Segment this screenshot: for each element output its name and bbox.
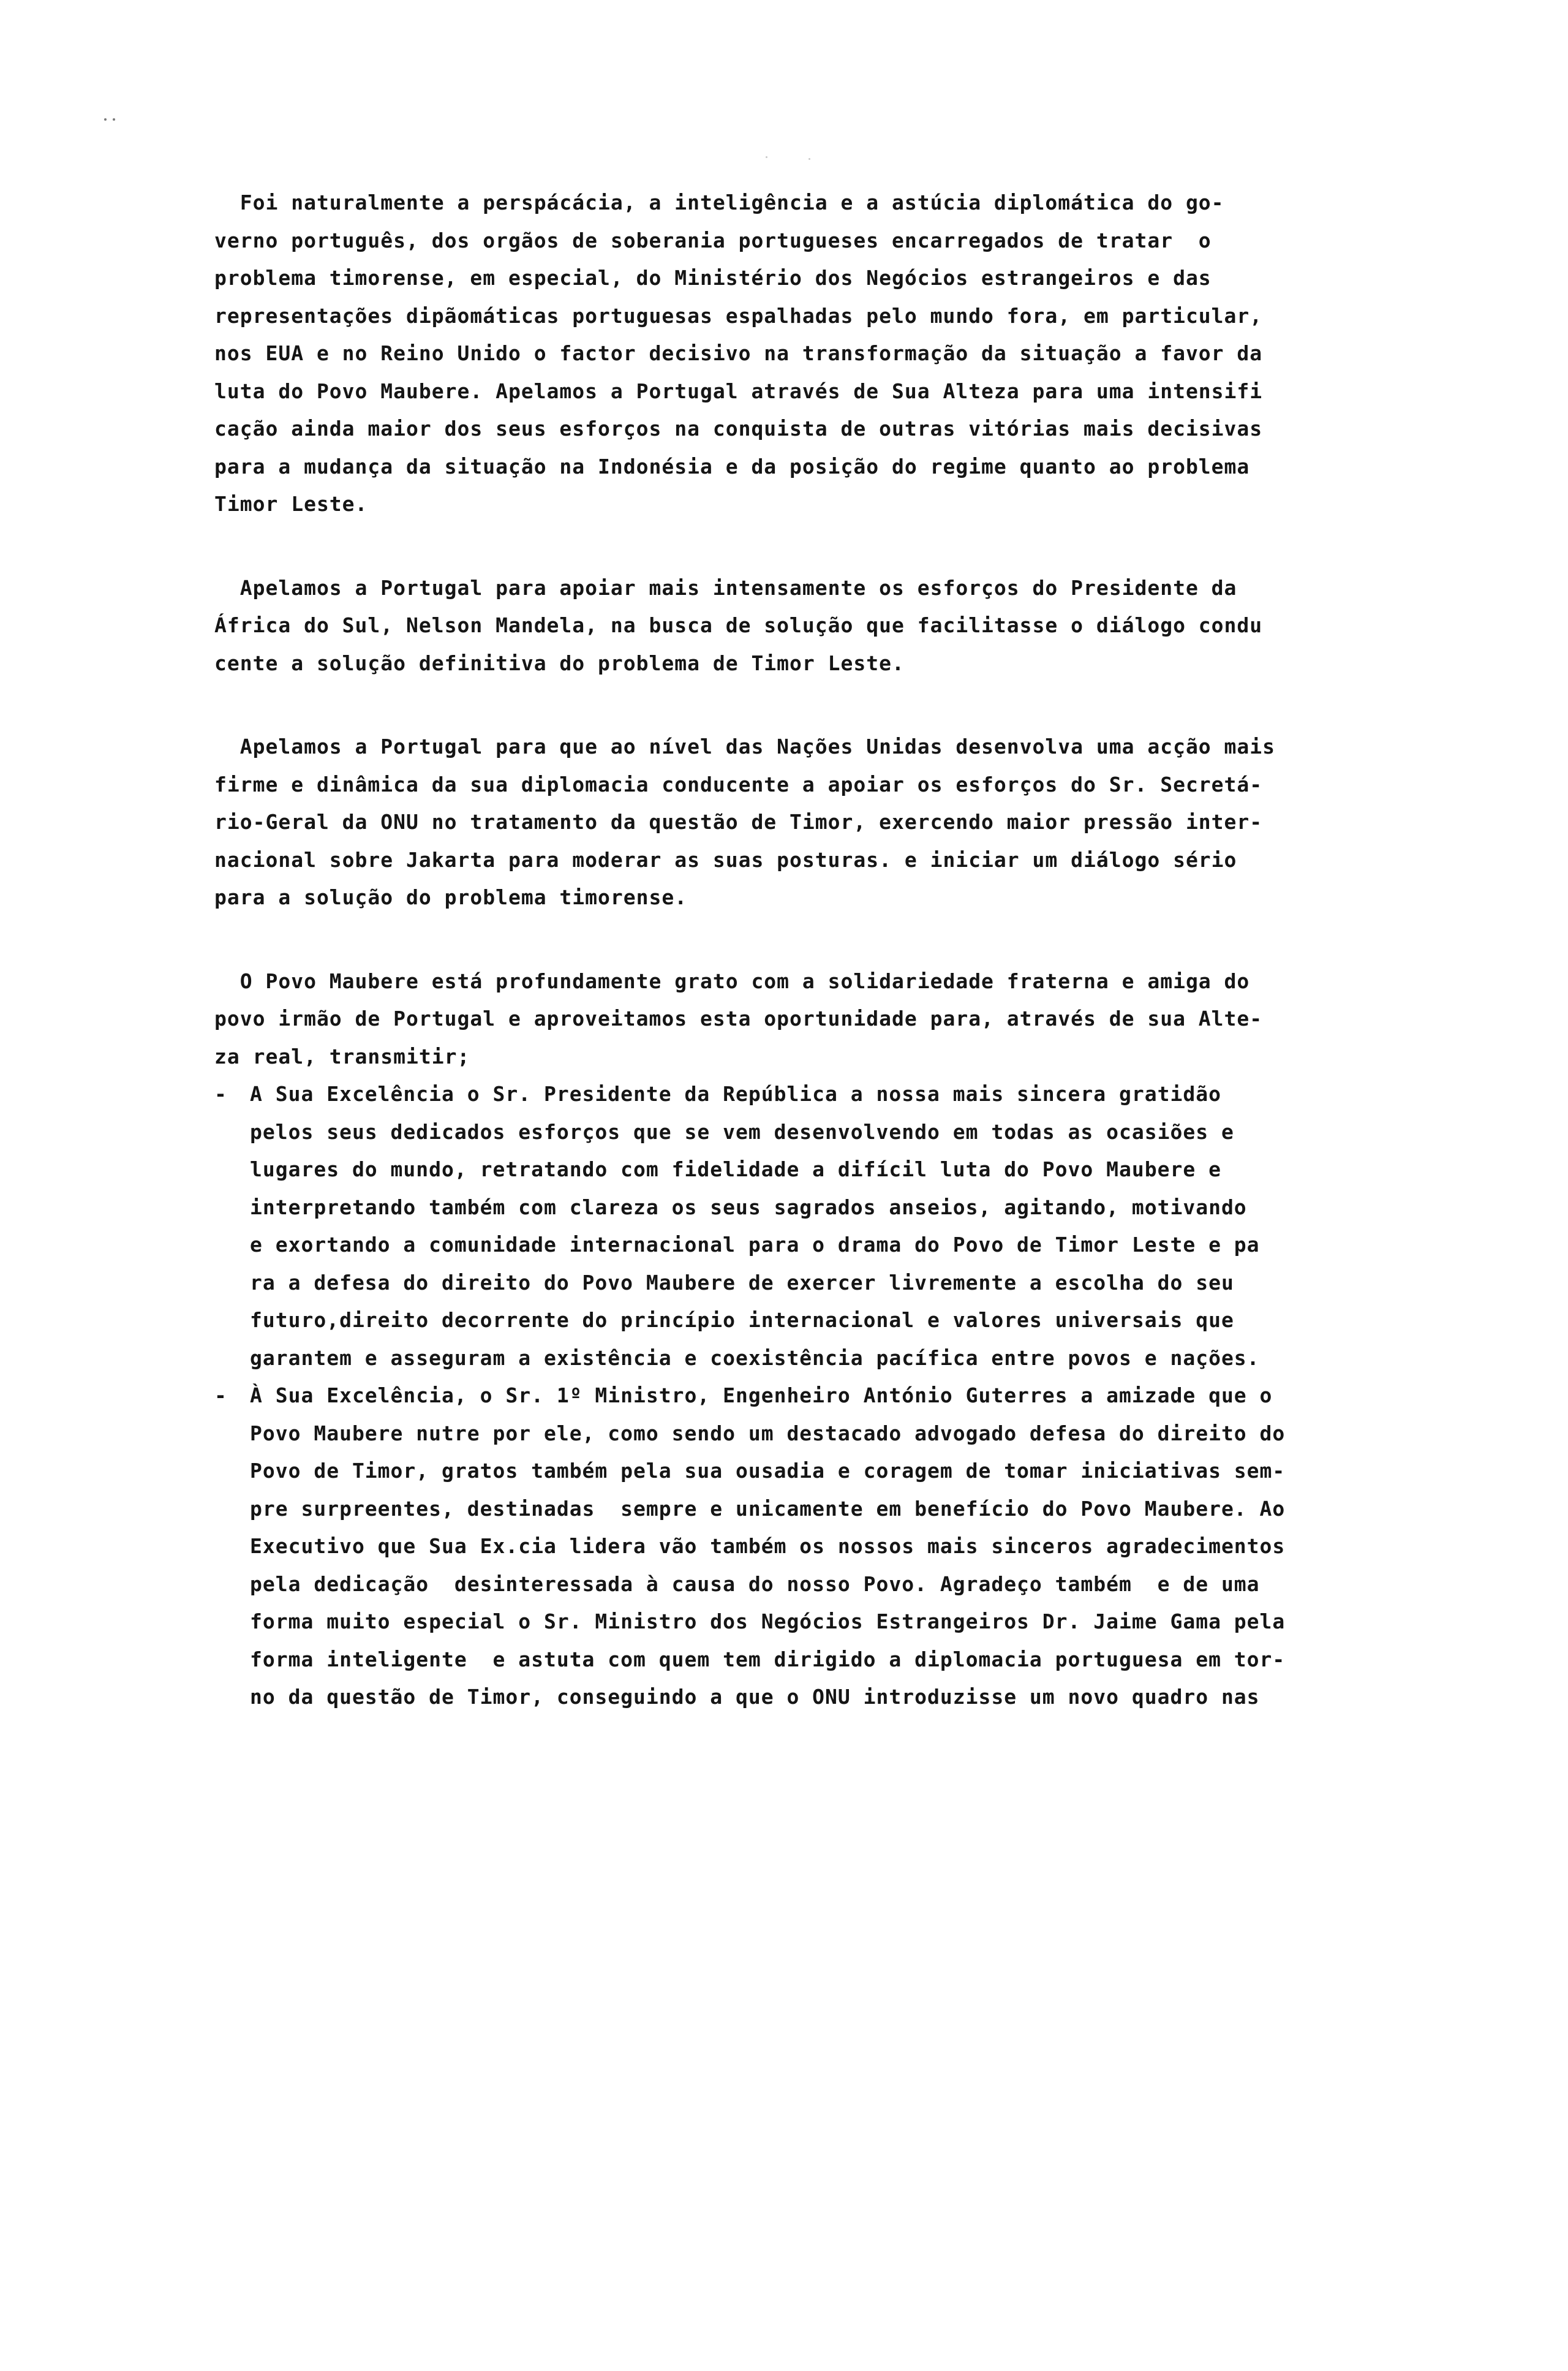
text-line: Timor Leste. — [214, 492, 368, 516]
bullet-item-1 — [214, 1075, 1507, 1377]
text-line: pela dedicação desinteressada à causa do nosso Povo. Agradeço também e de uma — [250, 1571, 1260, 1596]
scan-mark — [104, 109, 141, 134]
paragraph-1 — [214, 184, 1507, 523]
text-line: problema timorense, em especial, do Ministério dos Negócios estrangeiros e das — [214, 266, 1212, 290]
text-line: e exortando a comunidade internacional para o drama do Povo de Timor Leste e pa — [250, 1233, 1260, 1257]
scan-speck — [809, 158, 810, 160]
text-line: rio-Geral da ONU no tratamento da questão de Timor, exercendo maior pressão inter- — [214, 810, 1263, 834]
text-line: Apelamos a Portugal para apoiar mais intensamente os esforços do Presidente da — [214, 575, 1237, 600]
text-line: firme e dinâmica da sua diplomacia conducente a apoiar os esforços do Sr. Secretá- — [214, 772, 1263, 796]
paragraph-3 — [214, 728, 1507, 917]
text-line: pelos seus dedicados esforços que se vem desenvolvendo em todas as ocasiões e — [250, 1119, 1234, 1144]
text-line: Povo Maubere nutre por ele, como sendo um destacado advogado defesa do direito do — [250, 1421, 1286, 1445]
bullet-dash: - — [214, 1383, 227, 1407]
text-line: O Povo Maubere está profundamente grato com a solidariedade fraterna e amiga do — [214, 969, 1250, 993]
text-line: cação ainda maior dos seus esforços na conquista de outras vitórias mais decisivas — [214, 417, 1263, 441]
text-line: nacional sobre Jakarta para moderar as suas posturas. e iniciar um diálogo sério — [214, 847, 1237, 872]
text-line: Executivo que Sua Ex.cia lidera vão também os nossos mais sinceros agradecimentos — [250, 1534, 1286, 1558]
text-line: lugares do mundo, retratando com fidelidade a difícil luta do Povo Maubere e — [250, 1157, 1221, 1181]
text-line: nos EUA e no Reino Unido o factor decisivo na transformação da situação a favor da — [214, 341, 1263, 365]
text-line: verno português, dos orgãos de soberania portugueses encarregados de tratar o — [214, 228, 1212, 252]
paragraph-4 — [214, 962, 1507, 1076]
text-line: no da questão de Timor, conseguindo a que o ONU introduzisse um novo quadro nas — [250, 1685, 1260, 1709]
text-line: za real, transmitir; — [214, 1044, 470, 1068]
text-line: Povo de Timor, gratos também pela sua ousadia e coragem de tomar iniciativas sem- — [250, 1459, 1286, 1483]
text-line: forma muito especial o Sr. Ministro dos Negócios Estrangeiros Dr. Jaime Gama pela — [250, 1609, 1286, 1633]
text-line: cente a solução definitiva do problema de Timor Leste. — [214, 651, 905, 675]
text-line: interpretando também com clareza os seus sagrados anseios, agitando, motivando — [250, 1195, 1247, 1219]
scan-speck — [766, 156, 767, 158]
bullet-item-2 — [214, 1377, 1507, 1716]
text-line: garantem e asseguram a existência e coexistência pacífica entre povos e nações. — [250, 1345, 1260, 1370]
text-line: Foi naturalmente a perspácácia, a inteligência e a astúcia diplomática do go- — [214, 191, 1224, 214]
text-line: África do Sul, Nelson Mandela, na busca de solução que facilitasse o diálogo condu — [214, 613, 1263, 637]
text-line: para a mudança da situação na Indonésia e da posição do regime quanto ao problema — [214, 454, 1250, 478]
text-line: forma inteligente e astuta com quem tem dirigido a diplomacia portuguesa em tor- — [250, 1647, 1286, 1671]
text-line: para a solução do problema timorense. — [214, 885, 688, 909]
text-line: representações dipãomáticas portuguesas espalhadas pelo mundo fora, em particular, — [214, 303, 1263, 328]
bullet-dash: - — [214, 1082, 227, 1106]
text-line: povo irmão de Portugal e aproveitamos esta oportunidade para, através de sua Alte- — [214, 1007, 1263, 1030]
text-line: pre surpreentes, destinadas sempre e unicamente em benefício do Povo Maubere. Ao — [250, 1496, 1286, 1521]
text-line: À Sua Excelência, o Sr. 1º Ministro, Engenheiro António Guterres a amizade que o — [250, 1383, 1273, 1407]
paragraph-2 — [214, 569, 1507, 683]
document-body — [214, 184, 1507, 1716]
text-line: A Sua Excelência o Sr. Presidente da República a nossa mais sincera gratidão — [250, 1082, 1221, 1106]
text-line: luta do Povo Maubere. Apelamos a Portugal através de Sua Alteza para uma intensifi — [214, 379, 1263, 403]
text-line: futuro,direito decorrente do princípio internacional e valores universais que — [250, 1308, 1234, 1332]
text-line: Apelamos a Portugal para que ao nível das Nações Unidas desenvolva uma acção mais — [214, 735, 1276, 758]
text-line: ra a defesa do direito do Povo Maubere de exercer livremente a escolha do seu — [250, 1270, 1234, 1295]
